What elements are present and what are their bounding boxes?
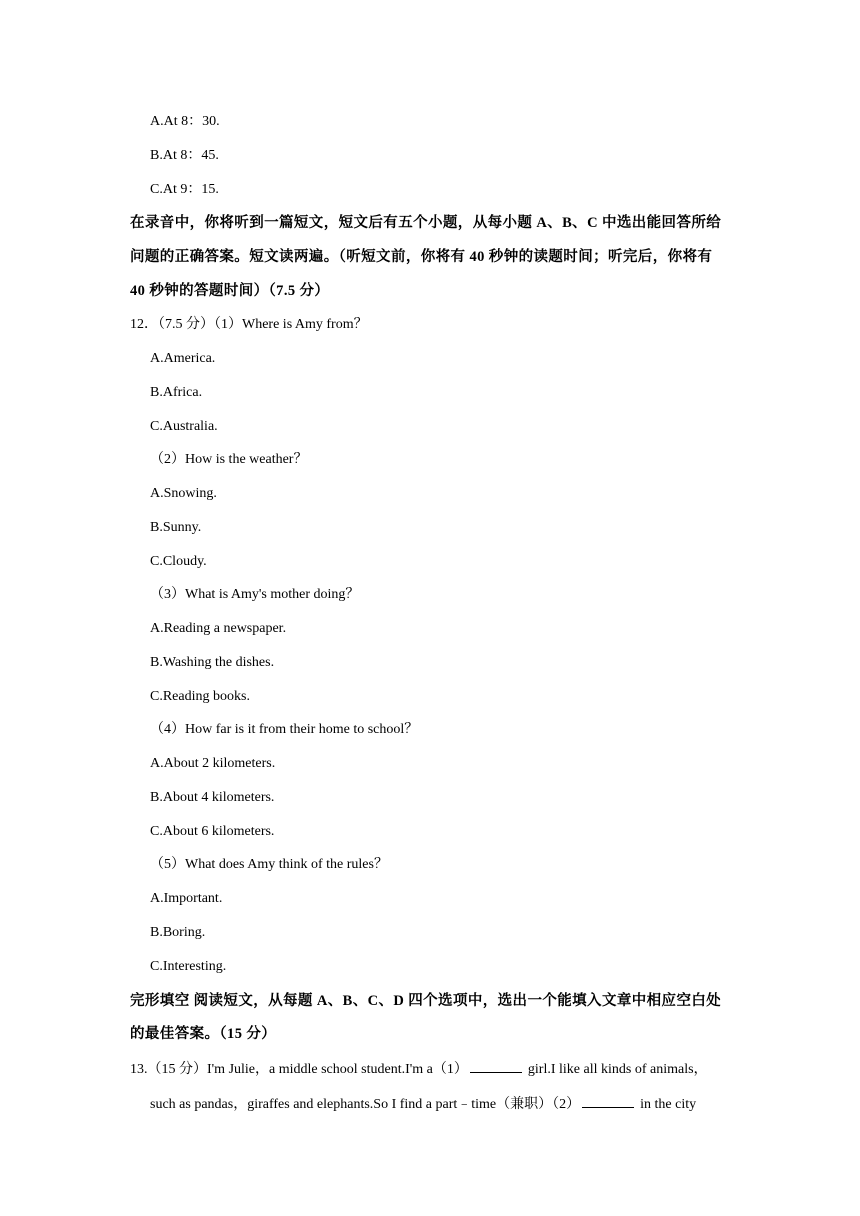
q13-line-1: [130, 1058, 708, 1080]
q12-5-option-c: C.Interesting.: [150, 959, 227, 974]
q12-4-question: （4）How far is it from their home to school？: [150, 722, 419, 737]
q12-2-question: （2）How is the weather？: [150, 452, 308, 467]
answer-blank-1: [470, 1058, 522, 1073]
q12-3-option-a: A.Reading a newspaper.: [150, 621, 287, 636]
q12-1-option-c: C.Australia.: [150, 419, 218, 434]
q12-3-option-c: C.Reading books.: [150, 689, 250, 704]
q13-text-part-1: 13.（15 分）I'm Julie，a middle school student.I'm a（1）: [130, 1062, 468, 1077]
listening-instructions-line-1: 在录音中，你将听到一篇短文，短文后有五个小题，从每小题 A、B、C 中选出能回答所给: [130, 215, 722, 231]
q11-option-a: A.At 8：30.: [150, 114, 220, 129]
q13-text-part-3: such as pandas，giraffes and elephants.So I find a part﹣time（兼职）（2）: [150, 1097, 581, 1112]
listening-instructions-line-2: 问题的正确答案。短文读两遍。（听短文前，你将有 40 秒钟的读题时间；听完后，你将有: [130, 249, 713, 265]
q13-text-part-2: girl.I like all kinds of animals，: [527, 1062, 708, 1077]
q12-4-option-a: A.About 2 kilometers.: [150, 756, 276, 771]
q12-4-option-b: B.About 4 kilometers.: [150, 790, 275, 805]
q12-2-option-c: C.Cloudy.: [150, 554, 207, 569]
q11-option-b: B.At 8：45.: [150, 148, 219, 163]
q12-2-option-b: B.Sunny.: [150, 520, 202, 535]
q12-stem: 12．（7.5 分）（1）Where is Amy from？: [130, 317, 368, 332]
cloze-instructions-line-2: 的最佳答案。（15 分）: [130, 1026, 277, 1042]
q12-1-option-a: A.America.: [150, 351, 216, 366]
q13-text-part-4: in the city: [640, 1097, 697, 1112]
q11-option-c: C.At 9：15.: [150, 182, 219, 197]
cloze-instructions-line-1: 完形填空 阅读短文，从每题 A、B、C、D 四个选项中，选出一个能填入文章中相应空白处: [130, 993, 722, 1009]
q12-5-option-b: B.Boring.: [150, 925, 206, 940]
q12-3-question: （3）What is Amy's mother doing？: [150, 587, 360, 602]
q13-line-2: [150, 1093, 696, 1115]
q12-1-option-b: B.Africa.: [150, 385, 203, 400]
answer-blank-2: [582, 1093, 634, 1108]
q12-3-option-b: B.Washing the dishes.: [150, 655, 275, 670]
q12-4-option-c: C.About 6 kilometers.: [150, 824, 275, 839]
q12-5-question: （5）What does Amy think of the rules？: [150, 857, 388, 872]
q12-5-option-a: A.Important.: [150, 891, 223, 906]
q12-2-option-a: A.Snowing.: [150, 486, 217, 501]
listening-instructions-line-3: 40 秒钟的答题时间）（7.5 分）: [130, 283, 330, 299]
